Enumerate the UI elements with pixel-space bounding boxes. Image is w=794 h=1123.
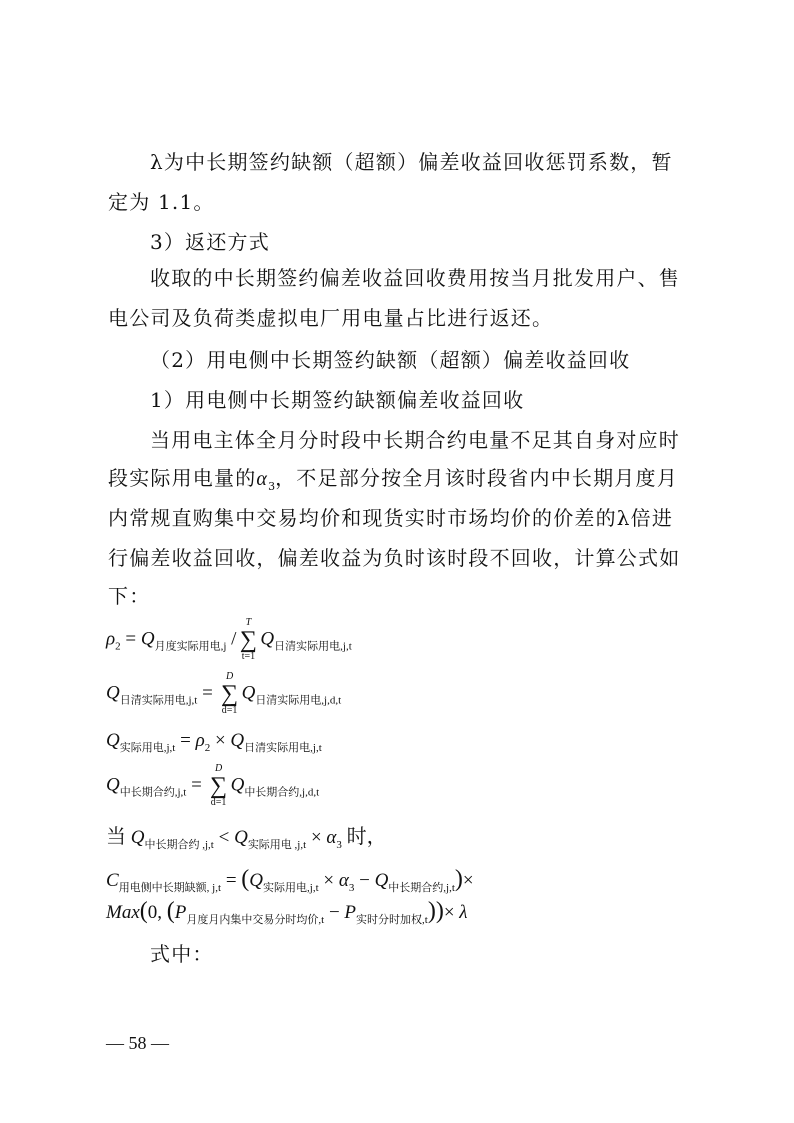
formula-rho2: $\rho_2 = Q_{月度实际用电,j}$ / T ∑ t=1 $Q_{日清实际用电,j,t}$ (106, 617, 352, 662)
formula-mid-long-term: $Q_{中长期合约,j,t}$ = D ∑ d=1 $Q_{中长期合约,j,d,t}$ (106, 763, 320, 808)
p-symbol: P (344, 902, 357, 923)
max-function: Max (106, 902, 140, 923)
rho-symbol: ρ (106, 628, 116, 650)
text-run: ，不足部分按全月该时段省内中长期月度月 (275, 466, 678, 490)
c-symbol: C (106, 870, 119, 891)
alpha-symbol: α (326, 827, 337, 848)
text-run: 当 (106, 824, 126, 848)
subscript: 实时分时加权,t (356, 914, 428, 926)
q-symbol: Q (230, 774, 245, 796)
subscript: 3 (348, 882, 355, 894)
text-run: 段实际用电量的 (108, 466, 257, 490)
rho-symbol: ρ (195, 730, 205, 751)
subscript: 日清实际用电,j,t (119, 694, 198, 707)
alpha-symbol: α (256, 468, 269, 490)
subscript: 日清实际用电,j,t (274, 640, 352, 653)
formula-daily-clear: $Q_{日清实际用电,j,t}$ = D ∑ d=1 $Q_{日清实际用电,j,d,t}$ (106, 671, 342, 716)
q-symbol: Q (230, 730, 245, 751)
subscript: 3 (336, 839, 342, 851)
subscript: 实际用电 ,j,t (247, 839, 307, 851)
subscript: 中长期合约 ,j,t (144, 839, 214, 851)
paragraph-line: 当用电主体全月分时段中长期合约电量不足其自身对应时 (150, 428, 680, 452)
subscript: 用电侧中长期缺额, j,t (118, 882, 222, 894)
paragraph-line: 内常规直购集中交易均价和现货实时市场均价的价差的λ倍进 (108, 506, 674, 530)
paragraph-line: λ为中长期签约缺额（超额）偏差收益回收惩罚系数，暂 (150, 150, 673, 174)
subscript: 实际用电,j,t (119, 742, 176, 754)
section-heading: （2）用电侧中长期签约缺额（超额）偏差收益回收 (150, 348, 631, 372)
sum-symbol: D ∑ d=1 (221, 671, 239, 716)
paragraph-line: 电公司及负荷类虚拟电厂用电量占比进行返还。 (108, 306, 554, 330)
alpha-symbol: α (338, 870, 349, 891)
q-symbol: Q (106, 682, 120, 704)
q-symbol: Q (106, 730, 120, 751)
subscript: 实际用电,j,t (263, 882, 319, 894)
q-symbol: Q (140, 628, 155, 650)
text-run: 时， (346, 824, 387, 848)
q-symbol: Q (106, 774, 120, 796)
subscript: 2 (115, 640, 121, 653)
subscript: 中长期合约,j,t (388, 882, 455, 894)
paragraph-line (108, 466, 678, 499)
q-symbol: Q (374, 870, 389, 891)
subscript: 月度月内集中交易分时均价,t (186, 914, 325, 926)
sum-symbol: D ∑ d=1 (210, 763, 228, 808)
q-symbol: Q (234, 827, 248, 848)
paragraph-line: 下： (108, 584, 151, 608)
formula-actual: $Q_{实际用电,j,t} = \rho_2 \times Q_{日清实际用电,j,t}$ (106, 730, 322, 754)
paragraph-line: 收取的中长期签约偏差收益回收费用按当月批发用户、售 (150, 266, 680, 290)
lambda-symbol: λ (459, 902, 468, 923)
subscript: 月度实际用电,j (154, 640, 227, 653)
subscript: 2 (204, 742, 211, 754)
p-symbol: P (174, 902, 187, 923)
formula-shortfall-cost: $C_{用电侧中长期缺额, j,t} = (Q_{实际用电,j,t} \times \alpha_3 - Q_{中长期合约,j,t})\times$ (106, 866, 474, 894)
q-symbol: Q (241, 682, 256, 704)
subscript: 中长期合约,j,d,t (244, 786, 320, 799)
subscript: 日清实际用电,j,d,t (255, 694, 342, 707)
paragraph-line: 行偏差收益回收，偏差收益为负时该时段不回收，计算公式如 (108, 546, 681, 570)
subscript: 3 (268, 480, 276, 493)
subscript: 中长期合约,j,t (119, 786, 187, 799)
sum-symbol: T ∑ t=1 (239, 617, 257, 662)
q-symbol: Q (130, 827, 145, 848)
paragraph-line: 定为 1.1。 (108, 190, 215, 214)
section-heading: 1）用电侧中长期签约缺额偏差收益回收 (150, 388, 525, 412)
paragraph-line: 式中： (150, 942, 214, 966)
formula-condition: 当 $Q_{中长期合约 ,j,t} < Q_{实际用电 ,j,t} \times \alpha_3$ 时， (106, 824, 387, 851)
subscript: 日清实际用电,j,t (244, 742, 322, 754)
q-symbol: Q (260, 628, 275, 650)
formula-max-term: Max(0, $(P_{月度月内集中交易分时均价,t} - P_{实时分时加权,t}))\times \lambda$ (106, 898, 468, 926)
page-number: — 58 — (106, 1033, 169, 1053)
section-heading: 3）返还方式 (150, 230, 270, 254)
q-symbol: Q (249, 870, 264, 891)
